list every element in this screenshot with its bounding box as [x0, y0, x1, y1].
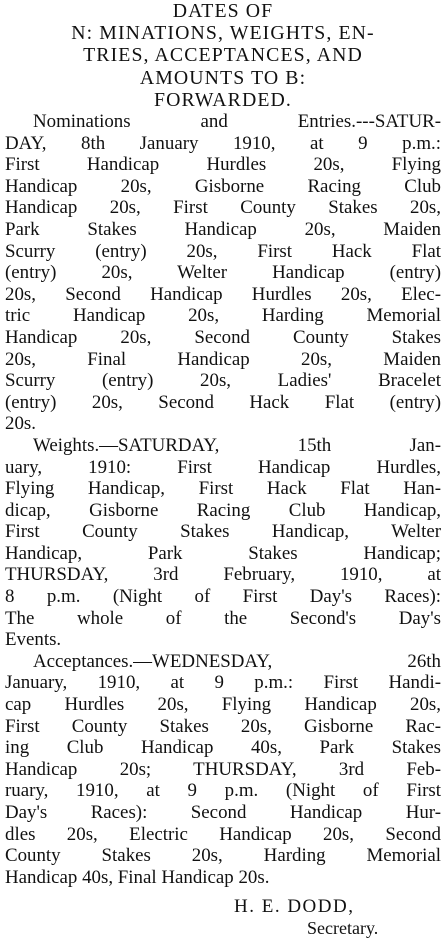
body-line: First Handicap Hurdles 20s, Flying: [5, 154, 441, 176]
body-line: tric Handicap 20s, Harding Memorial: [5, 305, 441, 327]
signatory-title: Secretary.: [307, 918, 379, 938]
body-line: Handicap 20s; THURSDAY, 3rd Feb-: [5, 758, 441, 780]
notice-body: [5, 111, 441, 888]
body-line: dles 20s, Electric Handicap 20s, Second: [5, 823, 441, 845]
body-line: Nominations and Entries.---SATUR-: [33, 111, 441, 132]
body-line: Park Stakes Handicap 20s, Maiden: [5, 218, 441, 240]
body-line: Scurry (entry) 20s, First Hack Flat: [5, 240, 441, 262]
heading-line: TRIES, ACCEPTANCES, AND: [83, 44, 363, 67]
body-line: 20s, Final Handicap 20s, Maiden: [5, 348, 441, 370]
signatory-name: H. E. DODD,: [234, 896, 355, 917]
heading-line: AMOUNTS TO B:: [139, 66, 307, 89]
heading-line: DATES OF: [172, 0, 274, 22]
body-line: Flying Handicap, First Hack Flat Han-: [5, 478, 441, 500]
body-line: (entry) 20s, Welter Handicap (entry): [5, 262, 441, 284]
body-line: Weights.—SATURDAY, 15th Jan-: [33, 434, 441, 456]
body-line: Day's Races): Second Handicap Hur-: [5, 802, 441, 823]
body-line: dicap, Gisborne Racing Club Handicap,: [5, 499, 441, 521]
body-line: Handicap 20s, Second County Stakes: [5, 326, 441, 348]
body-line: ing Club Handicap 40s, Park Stakes: [5, 737, 441, 759]
body-line: DAY, 8th January 1910, at 9 p.m.:: [5, 132, 441, 154]
body-line: First County Stakes 20s, Gisborne Rac-: [5, 715, 441, 737]
body-line: 20s, Second Handicap Hurdles 20s, Elec-: [5, 283, 441, 305]
body-line: First County Stakes Handicap, Welter: [5, 521, 441, 543]
notice-heading: [6, 0, 440, 111]
body-line: The whole of the Second's Day's: [5, 607, 441, 629]
heading-line: N: MINATIONS, WEIGHTS, EN-: [71, 22, 375, 45]
body-line: ruary, 1910, at 9 p.m. (Night of First: [5, 780, 441, 802]
body-line: Handicap, Park Stakes Handicap;: [5, 542, 441, 564]
body-line: 20s.: [5, 413, 36, 435]
body-line: uary, 1910: First Handicap Hurdles,: [5, 456, 441, 478]
body-line: (entry) 20s, Second Hack Flat (entry): [5, 391, 441, 413]
body-line: 8 p.m. (Night of First Day's Races):: [5, 586, 441, 608]
body-line: Scurry (entry) 20s, Ladies' Bracelet: [5, 370, 441, 392]
body-line: Handicap 40s, Final Handicap 20s.: [5, 866, 270, 888]
body-line: January, 1910, at 9 p.m.: First Handi-: [5, 672, 441, 694]
body-line: Events.: [5, 629, 62, 651]
body-line: Handicap 20s, First County Stakes 20s,: [5, 197, 441, 219]
heading-line: FORWARDED.: [154, 88, 292, 111]
body-line: County Stakes 20s, Harding Memorial: [5, 845, 441, 867]
body-line: cap Hurdles 20s, Flying Handicap 20s,: [5, 694, 441, 716]
body-line: Handicap 20s, Gisborne Racing Club: [5, 175, 441, 197]
body-line: Acceptances.—WEDNESDAY, 26th: [33, 650, 441, 672]
body-line: THURSDAY, 3rd February, 1910, at: [5, 564, 441, 586]
